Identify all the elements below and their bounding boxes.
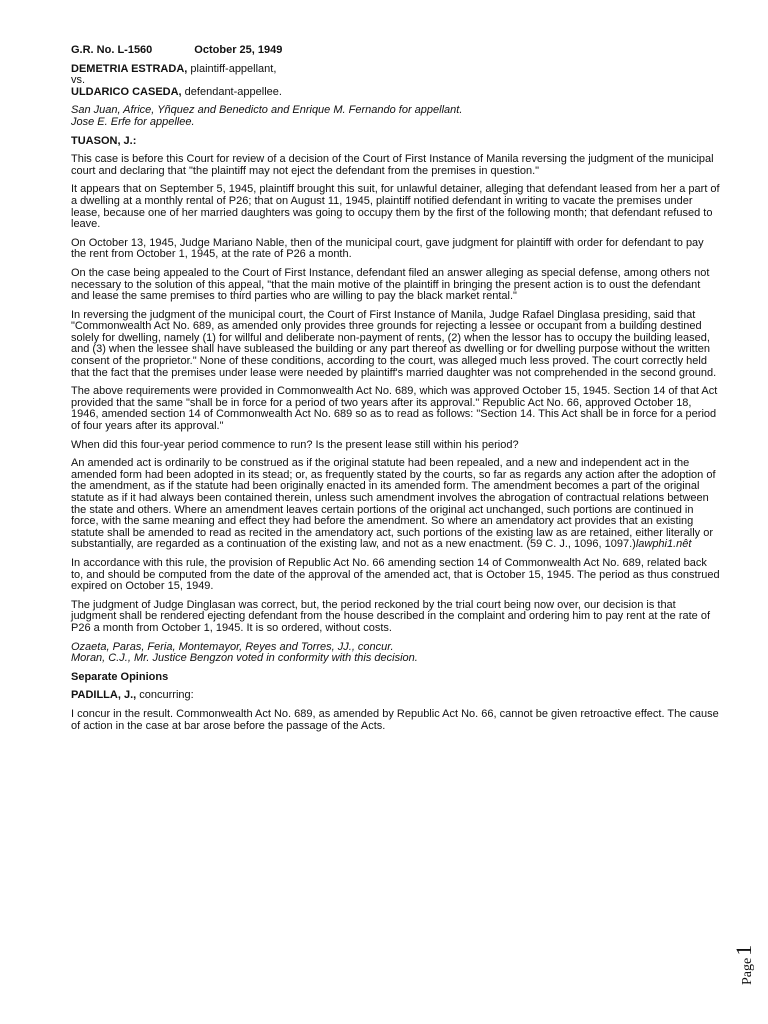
- defendant-name: ULDARICO CASEDA,: [71, 85, 182, 98]
- page-number: 1: [731, 944, 756, 956]
- gr-number: G.R. No. L-1560: [71, 44, 153, 56]
- separate-opinion-text: I concur in the result. Commonwealth Act No. 689, as amended by Republic Act No. 66, cannot be given retroactive effect. The cause of action in the case at bar arose before the passage of the Acts.: [71, 707, 719, 732]
- page-number-mark: [731, 925, 761, 985]
- plaintiff-name: DEMETRIA ESTRADA,: [71, 62, 188, 75]
- watermark-text: lawphi1.nêt: [635, 538, 692, 551]
- separate-author: PADILLA, J.,: [71, 689, 137, 702]
- paragraph-8-text: An amended act is ordinarily to be construed as if the original statute had been repealed, and a new and independent act in the amended form had been adopted in its stead; or, as frequently stated by the courts, so far as regards any action after the adoption of the amendment, as if the statute had been originally enacted in its amended form. The amendment becomes a part of the original statute as if it had always been contained therein, unless such amendment involves the abrogation of contractual relations between the state and others. Where an amendment leaves certain portions of the original act unchanged, such portions are continued in force, with the same meaning and effect they had before the amendment. So where an amendatory act provides that an existing statute shall be amended to read as recited in the amendatory act, such portions of the existing law as are retained, either literally or substantially, are regarded as a continuation of the existing law, and not as a new enactment. (59 C. J., 1096, 1097.): [71, 457, 716, 551]
- defendant-role: defendant-appellee.: [181, 85, 282, 98]
- counsel-appellee: Jose E. Erfe for appellee.: [71, 115, 195, 128]
- paragraph-7: When did this four-year period commence to run? Is the present lease still within his period?: [71, 438, 519, 451]
- paragraph-4: On the case being appealed to the Court of First Instance, defendant filed an answer alleging as special defense, among others not necessary to the solution of this appeal, "that the main motive of the plaintiff in bringing the present action is to oust the defendant and lease the same premises to third parties who are willing to pay the black market rental.": [71, 266, 710, 303]
- case-number-line: [71, 45, 721, 57]
- separate-opinions-heading: Separate Opinions: [71, 670, 169, 683]
- ponente: TUASON, J.:: [71, 134, 137, 147]
- paragraph-6: The above requirements were provided in Commonwealth Act No. 689, which was approved October 15, 1945. Section 14 of that Act provided that the same "shall be in force for a period of two years after its approval." Republic Act No. 66, approved October 18, 1946, amended section 14 of Commonwealth Act No. 689 so as to read as follows: "Section 14. This Act shall be in force for a period of four years after its approval.": [71, 385, 718, 433]
- paragraph-9: In accordance with this rule, the provision of Republic Act No. 66 amending section 14 of Commonwealth Act No. 689, related back to, and should be computed from the date of the approval of the amended act, that is October 15, 1945. The period as thus construed expired on October 15, 1949.: [71, 556, 720, 593]
- concurrence-line-2: Moran, C.J., Mr. Justice Bengzon voted in conformity with this decision.: [71, 652, 418, 665]
- counsel-appellant: San Juan, Africe, Yñquez and Benedicto and Enrique M. Fernando for appellant.: [71, 104, 463, 117]
- page-label: Page: [740, 957, 755, 985]
- separate-author-role: concurring:: [136, 689, 194, 702]
- paragraph-10: The judgment of Judge Dinglasan was correct, but, the period reckoned by the trial court being now over, our decision is that judgment shall be rendered ejecting defendant from the house described in the complaint and ordering him to pay rent at the rate of P26 a month from October 1, 1945. It is so ordered, without costs.: [71, 598, 711, 634]
- paragraph-3: On October 13, 1945, Judge Mariano Nable, then of the municipal court, gave judgment for plaintiff with order for defendant to pay the rent from October 1, 1945, at the rate of P26 a month.: [71, 236, 704, 261]
- paragraph-2: It appears that on September 5, 1945, plaintiff brought this suit, for unlawful detainer, alleging that defendant leased from her a part of a dwelling at a monthly rental of P26; that on August 11, 1945, plaintiff notified defendant in writing to vacate the premises under lease, because one of her married daughters was going to occupy them by the first of the following month; that defendant refused to leave.: [71, 183, 720, 231]
- paragraph-8: [71, 458, 721, 551]
- plaintiff-line: [71, 64, 721, 76]
- paragraph-5: In reversing the judgment of the municipal court, the Court of First Instance of Manila, Judge Rafael Dinglasa presiding, said that "Commonwealth Act No. 689, as amended only provides three grounds for rejecting a lessee or occupant from a building destined solely for dwelling, namely (1) for willful and deliberate non-payment of rents, (2) when the lessor has to occupy the building leased, and (3) when the lessee shall have subleased the building or any part thereof as dwelling or for dwelling purpose without the written consent of the proprietor." None of these conditions, according to the court, was alleged much less proved. The court correctly held that the fact that the premises under lease were needed by plaintiff's married daughter was not comprehended in the second ground.: [71, 308, 717, 379]
- separate-author-line: [71, 690, 721, 702]
- versus: vs.: [71, 74, 86, 87]
- defendant-line: [71, 87, 721, 99]
- decision-date: October 25, 1949: [194, 44, 283, 56]
- paragraph-1: This case is before this Court for review of a decision of the Court of First Instance of Manila reversing the judgment of the municipal court and declaring that "the plaintiff may not eject the defendant from the premises in question.": [71, 153, 714, 177]
- decision-document: [71, 45, 721, 732]
- plaintiff-role: plaintiff-appellant,: [187, 62, 277, 75]
- concurrence-line-1: Ozaeta, Paras, Feria, Montemayor, Reyes and Torres, JJ., concur.: [71, 640, 394, 653]
